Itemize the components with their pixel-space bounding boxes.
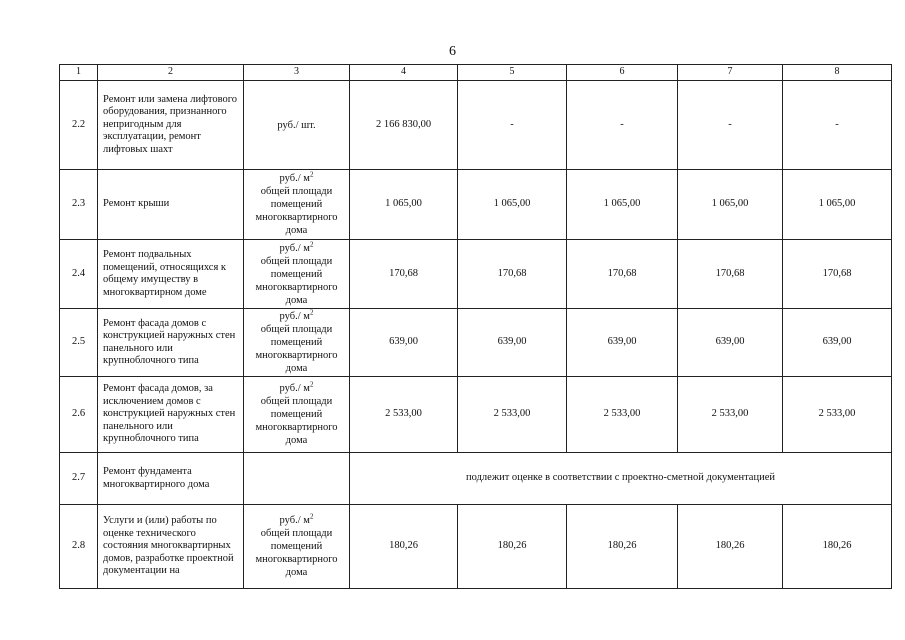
table-row	[60, 453, 892, 505]
unit-line: помещений	[270, 268, 323, 280]
unit-line: руб./ $м^2$	[279, 308, 314, 322]
value-cell: 2 166 830,00	[350, 81, 458, 170]
value-cell: 180,26	[783, 505, 892, 589]
table-row	[60, 81, 892, 170]
value-cell: 180,26	[678, 505, 783, 589]
value-cell: 1 065,00	[678, 170, 783, 240]
value-cell: -	[678, 81, 783, 170]
unit-line: общей площади	[260, 324, 333, 335]
row-number: 2.7	[60, 453, 98, 505]
value-cell: 639,00	[678, 309, 783, 377]
unit-line: общей площади	[260, 528, 333, 539]
value-cell: 1 065,00	[350, 170, 458, 240]
value-cell: 2 533,00	[783, 377, 892, 453]
unit-line: общей площади	[260, 396, 333, 407]
value-cell: -	[567, 81, 678, 170]
value-cell: -	[458, 81, 567, 170]
merged-note-cell: подлежит оценке в соответствии с проектно-сметной документацией	[350, 453, 892, 505]
tariff-table	[59, 64, 892, 589]
table-header-row	[60, 65, 892, 81]
row-number: 2.3	[60, 170, 98, 240]
value-cell: 1 065,00	[567, 170, 678, 240]
value-cell: 2 533,00	[678, 377, 783, 453]
value-cell: 170,68	[678, 240, 783, 309]
unit-line: помещений	[270, 541, 323, 552]
work-name: Ремонт или замена лифтового оборудования, признанного непригодным для эксплуатации, ремонт лифтовых шахт	[98, 81, 244, 170]
value-cell: 639,00	[783, 309, 892, 377]
unit-line: помещений	[270, 409, 323, 420]
unit-line: руб./ $м^2$	[279, 380, 314, 394]
unit-line: дома	[285, 294, 308, 306]
work-name: Услуги и (или) работы по оценке технического состояния многоквартирных домов, разработке проектной документации на	[98, 505, 244, 589]
unit-cell	[244, 240, 350, 309]
unit-cell	[244, 505, 350, 589]
value-cell: 170,68	[458, 240, 567, 309]
value-cell: 180,26	[458, 505, 567, 589]
unit-line: дома	[285, 567, 308, 578]
header-cell: 1	[60, 65, 98, 81]
work-name: Ремонт крыши	[98, 170, 244, 240]
unit-line: общей площади	[260, 255, 333, 267]
unit-line: общей площади	[260, 186, 333, 197]
unit-cell	[244, 170, 350, 240]
value-cell: 639,00	[458, 309, 567, 377]
unit-line: многоквартирного	[255, 422, 338, 433]
table-row	[60, 309, 892, 377]
unit-line: многоквартирного	[255, 350, 338, 361]
value-cell: 639,00	[567, 309, 678, 377]
value-cell: 1 065,00	[783, 170, 892, 240]
value-cell: 2 533,00	[350, 377, 458, 453]
value-cell: 180,26	[567, 505, 678, 589]
row-number: 2.2	[60, 81, 98, 170]
unit-line: многоквартирного	[255, 281, 338, 293]
unit-cell	[244, 377, 350, 453]
work-name: Ремонт подвальных помещений, относящихся к общему имуществу в многоквартирном доме	[98, 240, 244, 309]
unit-line: дома	[285, 435, 308, 446]
work-name: Ремонт фасада домов, за исключением домов с конструкцией наружных стен панельного или крупноблочного типа	[98, 377, 244, 453]
header-cell: 3	[244, 65, 350, 81]
value-cell: 170,68	[783, 240, 892, 309]
unit-line: помещений	[270, 199, 323, 210]
unit-line: руб./ $м^2$	[279, 170, 314, 184]
work-name: Ремонт фундамента многоквартирного дома	[98, 453, 244, 505]
value-cell: 1 065,00	[458, 170, 567, 240]
header-cell: 2	[98, 65, 244, 81]
header-cell: 5	[458, 65, 567, 81]
value-cell: 170,68	[350, 240, 458, 309]
row-number: 2.8	[60, 505, 98, 589]
unit-line: многоквартирного	[255, 554, 338, 565]
unit-line: руб./ $м^2$	[279, 512, 314, 526]
header-cell: 4	[350, 65, 458, 81]
row-number: 2.6	[60, 377, 98, 453]
value-cell: 180,26	[350, 505, 458, 589]
row-number: 2.5	[60, 309, 98, 377]
table-row	[60, 170, 892, 240]
unit-cell	[244, 309, 350, 377]
unit-cell: руб./ шт.	[244, 81, 350, 170]
work-name: Ремонт фасада домов с конструкцией наружных стен панельного или крупноблочного типа	[98, 309, 244, 377]
value-cell: -	[783, 81, 892, 170]
table-row	[60, 377, 892, 453]
unit-cell	[244, 453, 350, 505]
header-cell: 8	[783, 65, 892, 81]
row-number: 2.4	[60, 240, 98, 309]
value-cell: 2 533,00	[567, 377, 678, 453]
header-cell: 7	[678, 65, 783, 81]
value-cell: 2 533,00	[458, 377, 567, 453]
unit-line: дома	[285, 363, 308, 374]
table-row	[60, 505, 892, 589]
page-number: 6	[449, 44, 456, 59]
header-cell: 6	[567, 65, 678, 81]
unit-line: дома	[285, 225, 308, 236]
unit-line: многоквартирного	[255, 212, 338, 223]
value-cell: 639,00	[350, 309, 458, 377]
unit-line: помещений	[270, 337, 323, 348]
table-row	[60, 240, 892, 309]
value-cell: 170,68	[567, 240, 678, 309]
unit-line: руб./ $м^2$	[279, 240, 314, 254]
